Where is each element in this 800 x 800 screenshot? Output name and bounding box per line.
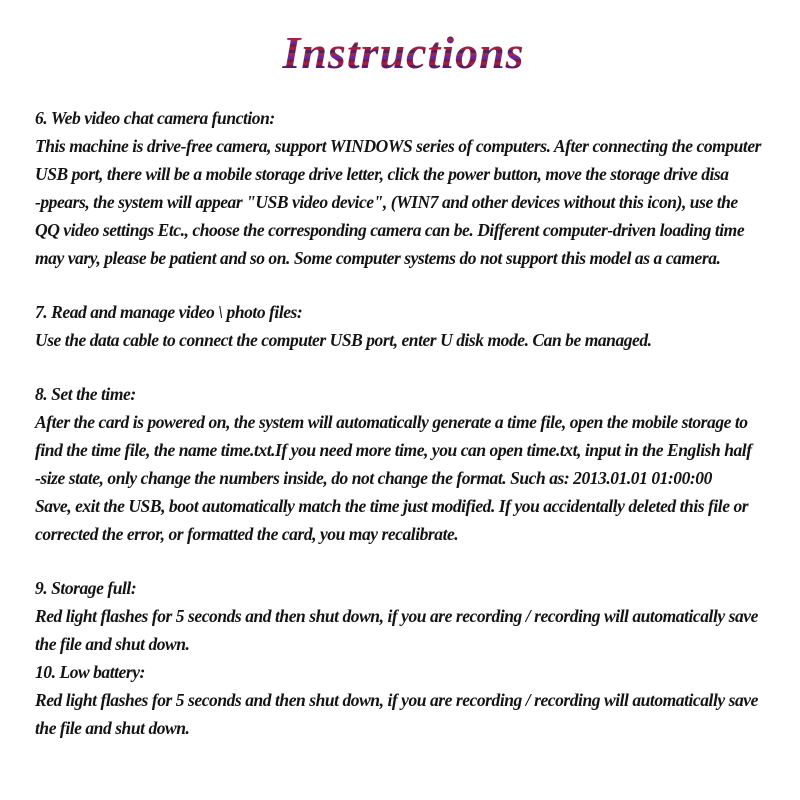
paragraph-line: Red light flashes for 5 seconds and then shut down, if you are recording / recording will automatically save (35, 606, 758, 626)
section-heading: 10. Low battery: (35, 662, 145, 682)
section-9 (35, 574, 772, 658)
section-6 (35, 104, 772, 272)
paragraph-line: find the time file, the name time.txt.If you need more time, you can open time.txt, input in the English half (35, 440, 752, 460)
section-heading: 8. Set the time: (35, 384, 136, 404)
section-10 (35, 658, 772, 742)
paragraph-line: the file and shut down. (35, 634, 190, 654)
paragraph-line: Red light flashes for 5 seconds and then shut down, if you are recording / recording will automatically save (35, 690, 758, 710)
paragraph-line: Save, exit the USB, boot automatically match the time just modified. If you accidentally deleted this file or (35, 496, 749, 516)
section-7 (35, 298, 772, 354)
paragraph-line: -size state, only change the numbers inside, do not change the format. Such as: 2013.01.01 01:00:00 (35, 468, 712, 488)
page-title: Instructions (35, 26, 772, 80)
section-8 (35, 380, 772, 548)
section-heading: 9. Storage full: (35, 578, 137, 598)
paragraph-line: the file and shut down. (35, 718, 190, 738)
paragraph-line: Use the data cable to connect the computer USB port, enter U disk mode. Can be managed. (35, 330, 652, 350)
paragraph-line: QQ video settings Etc., choose the corresponding camera can be. Different computer-driven loading time (35, 220, 745, 240)
section-heading: 7. Read and manage video \ photo files: (35, 302, 303, 322)
paragraph-line: -ppears, the system will appear "USB video device", (WIN7 and other devices without this icon), use the (35, 192, 738, 212)
paragraph-line: USB port, there will be a mobile storage drive letter, click the power button, move the storage drive disa (35, 164, 729, 184)
paragraph-line: may vary, please be patient and so on. Some computer systems do not support this model as a camera. (35, 248, 721, 268)
section-heading: 6. Web video chat camera function: (35, 108, 275, 128)
paragraph-line: corrected the error, or formatted the card, you may recalibrate. (35, 524, 459, 544)
paragraph-line: This machine is drive-free camera, support WINDOWS series of computers. After connecting the computer (35, 136, 762, 156)
paragraph-line: After the card is powered on, the system will automatically generate a time file, open the mobile storage to (35, 412, 748, 432)
